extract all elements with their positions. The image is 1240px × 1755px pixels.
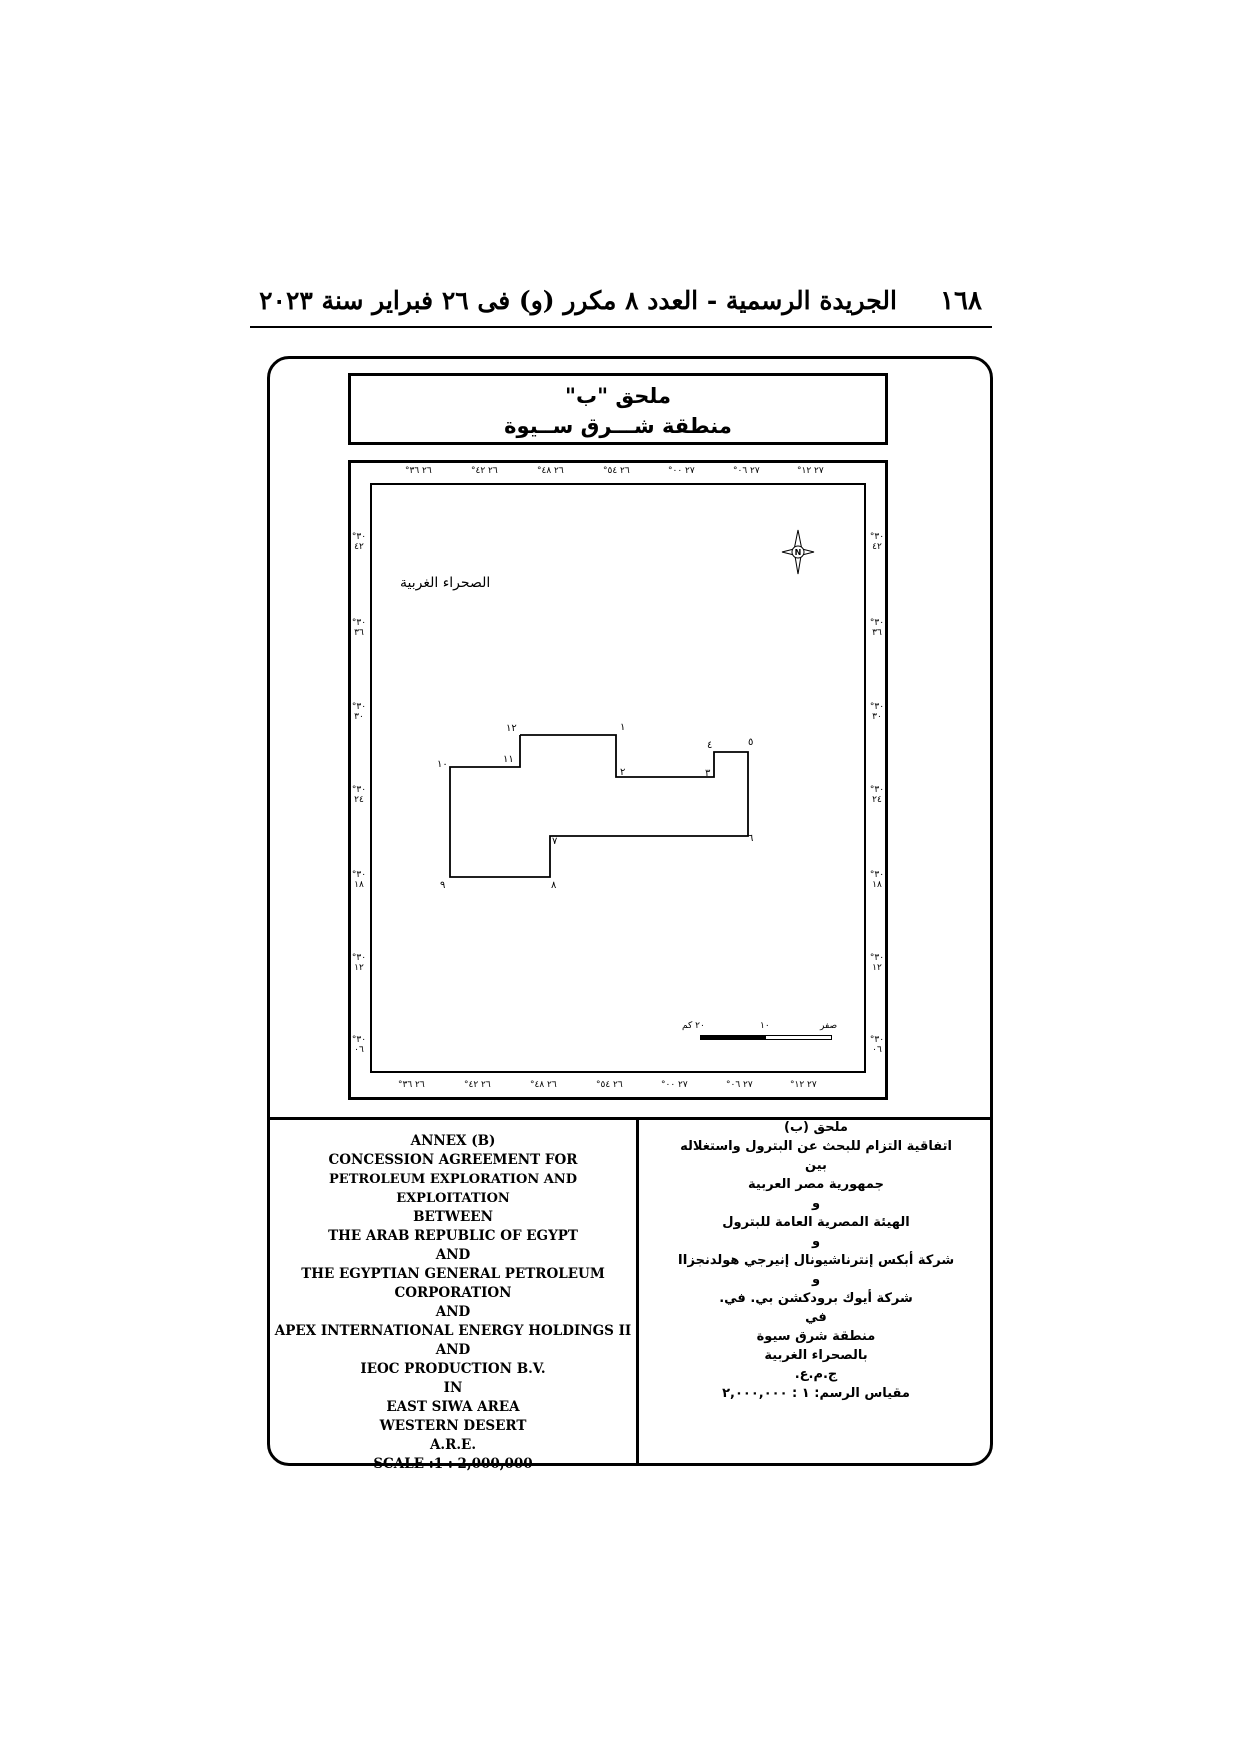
en-line: THE EGYPTIAN GENERAL PETROLEUM bbox=[301, 1266, 605, 1282]
en-line: BETWEEN bbox=[413, 1209, 493, 1225]
en-line: APEX INTERNATIONAL ENERGY HOLDINGS II bbox=[274, 1323, 632, 1339]
right-tick-label: °٣٠ ٢٤ bbox=[869, 785, 885, 805]
ar-line: الهيئة المصرية العامة للبترول bbox=[722, 1215, 910, 1230]
en-line: AND bbox=[435, 1247, 471, 1263]
point-label-4: ٤ bbox=[707, 740, 713, 751]
map-title-line2: منطقة شـــرق ســيوة bbox=[504, 414, 732, 438]
point-label-9: ٩ bbox=[440, 880, 446, 891]
left-tick-label: °٣٠ ٤٢ bbox=[351, 532, 367, 552]
bottom-tick-label: °٢٦ ٤٢ bbox=[464, 1080, 491, 1090]
ar-line: منطقة شرق سيوة bbox=[756, 1329, 876, 1344]
right-tick-label: °٣٠ ٣٦ bbox=[869, 618, 885, 638]
ar-line: مقياس الرسم: ١ : ٢,٠٠٠,٠٠٠ bbox=[722, 1386, 910, 1401]
ar-line: ملحق (ب) bbox=[784, 1120, 848, 1135]
ar-line: ج.م.ع. bbox=[794, 1367, 838, 1382]
top-tick-label: °٢٧ ٠٠ bbox=[668, 466, 695, 476]
north-label: N bbox=[794, 548, 802, 557]
en-line: AND bbox=[435, 1304, 471, 1320]
scale-bar bbox=[700, 1035, 832, 1040]
point-label-11: ١١ bbox=[503, 754, 514, 765]
point-label-8: ٨ bbox=[551, 880, 557, 891]
point-label-10: ١٠ bbox=[437, 759, 448, 770]
en-line: PETROLEUM EXPLORATION AND EXPLOITATION bbox=[329, 1172, 577, 1206]
table-divider-vertical bbox=[636, 1117, 639, 1466]
ar-line: و bbox=[811, 1272, 821, 1287]
bottom-tick-label: °٢٧ ١٢ bbox=[790, 1080, 817, 1090]
annex-english bbox=[270, 1132, 636, 1474]
top-tick-label: °٢٦ ٣٦ bbox=[405, 466, 432, 476]
ar-line: جمهورية مصر العربية bbox=[748, 1177, 884, 1192]
bottom-tick-label: °٢٦ ٥٤ bbox=[596, 1080, 623, 1090]
right-tick-label: °٣٠ ٤٢ bbox=[869, 532, 885, 552]
bottom-tick-label: °٢٦ ٣٦ bbox=[398, 1080, 425, 1090]
en-line: IEOC PRODUCTION B.V. bbox=[360, 1361, 546, 1377]
point-label-1: ١ bbox=[620, 722, 626, 733]
ar-line: شركة أيوك برودكشن بي. في. bbox=[719, 1291, 913, 1306]
bottom-tick-label: °٢٦ ٤٨ bbox=[530, 1080, 557, 1090]
scale-mid: ١٠ bbox=[760, 1021, 770, 1031]
right-tick-label: °٣٠ ٣٠ bbox=[869, 702, 885, 722]
point-label-12: ١٢ bbox=[506, 723, 517, 734]
point-label-7: ٧ bbox=[552, 836, 558, 847]
ar-line: في bbox=[805, 1310, 827, 1325]
ar-line: بين bbox=[805, 1158, 827, 1173]
page-number: ١٦٨ bbox=[940, 286, 982, 316]
ar-line: و bbox=[811, 1234, 821, 1249]
left-tick-label: °٣٠ ٣٠ bbox=[351, 702, 367, 722]
bottom-tick-label: °٢٧ ٠٦ bbox=[726, 1080, 753, 1090]
en-line: SCALE :1 : 2,000,000 bbox=[373, 1456, 533, 1472]
en-line: CONCESSION AGREEMENT FOR bbox=[328, 1152, 578, 1168]
scale-zero: صفر bbox=[820, 1021, 838, 1031]
scale-end: ٢٠ كم bbox=[682, 1021, 705, 1031]
left-tick-label: °٣٠ ٠٦ bbox=[351, 1035, 367, 1055]
left-tick-label: °٣٠ ١٨ bbox=[351, 870, 367, 890]
top-tick-label: °٢٦ ٤٢ bbox=[471, 466, 498, 476]
region-label: الصحراء الغربية bbox=[400, 575, 491, 591]
en-line: CORPORATION bbox=[394, 1285, 512, 1301]
en-line: ANNEX (B) bbox=[410, 1133, 496, 1149]
map-title-line1: ملحق "ب" bbox=[565, 384, 671, 408]
ar-line: و bbox=[811, 1196, 821, 1211]
header-title: الجريدة الرسمية - العدد ٨ مكرر (و) فى ٢٦ فبراير سنة ٢٠٢٣ bbox=[259, 286, 897, 315]
ar-line: شركة أبكس إنترناشيونال إنيرجي هولدنجزII bbox=[677, 1253, 955, 1268]
point-label-2: ٢ bbox=[620, 767, 626, 778]
left-tick-label: °٣٠ ١٢ bbox=[351, 953, 367, 973]
point-label-3: ٣ bbox=[705, 768, 711, 779]
ar-line: اتفاقية التزام للبحث عن البترول واستغلاله bbox=[680, 1139, 952, 1154]
en-line: EAST SIWA AREA bbox=[386, 1399, 520, 1415]
en-line: AND bbox=[435, 1342, 471, 1358]
right-tick-label: °٣٠ ٠٦ bbox=[869, 1035, 885, 1055]
top-tick-label: °٢٧ ٠٦ bbox=[733, 466, 760, 476]
point-label-5: ٥ bbox=[748, 737, 754, 748]
en-line: A.R.E. bbox=[429, 1437, 477, 1453]
point-label-6: ٦ bbox=[748, 833, 754, 844]
right-tick-label: °٣٠ ١٨ bbox=[869, 870, 885, 890]
ar-line: بالصحراء الغربية bbox=[764, 1348, 868, 1363]
top-tick-label: °٢٧ ١٢ bbox=[797, 466, 824, 476]
en-line: THE ARAB REPUBLIC OF EGYPT bbox=[328, 1228, 578, 1244]
left-tick-label: °٣٠ ٢٤ bbox=[351, 785, 367, 805]
bottom-tick-label: °٢٧ ٠٠ bbox=[661, 1080, 688, 1090]
annex-arabic bbox=[640, 1118, 992, 1403]
top-tick-label: °٢٦ ٥٤ bbox=[603, 466, 630, 476]
right-tick-label: °٣٠ ١٢ bbox=[869, 953, 885, 973]
en-line: IN bbox=[443, 1380, 463, 1396]
en-line: WESTERN DESERT bbox=[379, 1418, 527, 1434]
top-tick-label: °٢٦ ٤٨ bbox=[537, 466, 564, 476]
left-tick-label: °٣٠ ٣٦ bbox=[351, 618, 367, 638]
